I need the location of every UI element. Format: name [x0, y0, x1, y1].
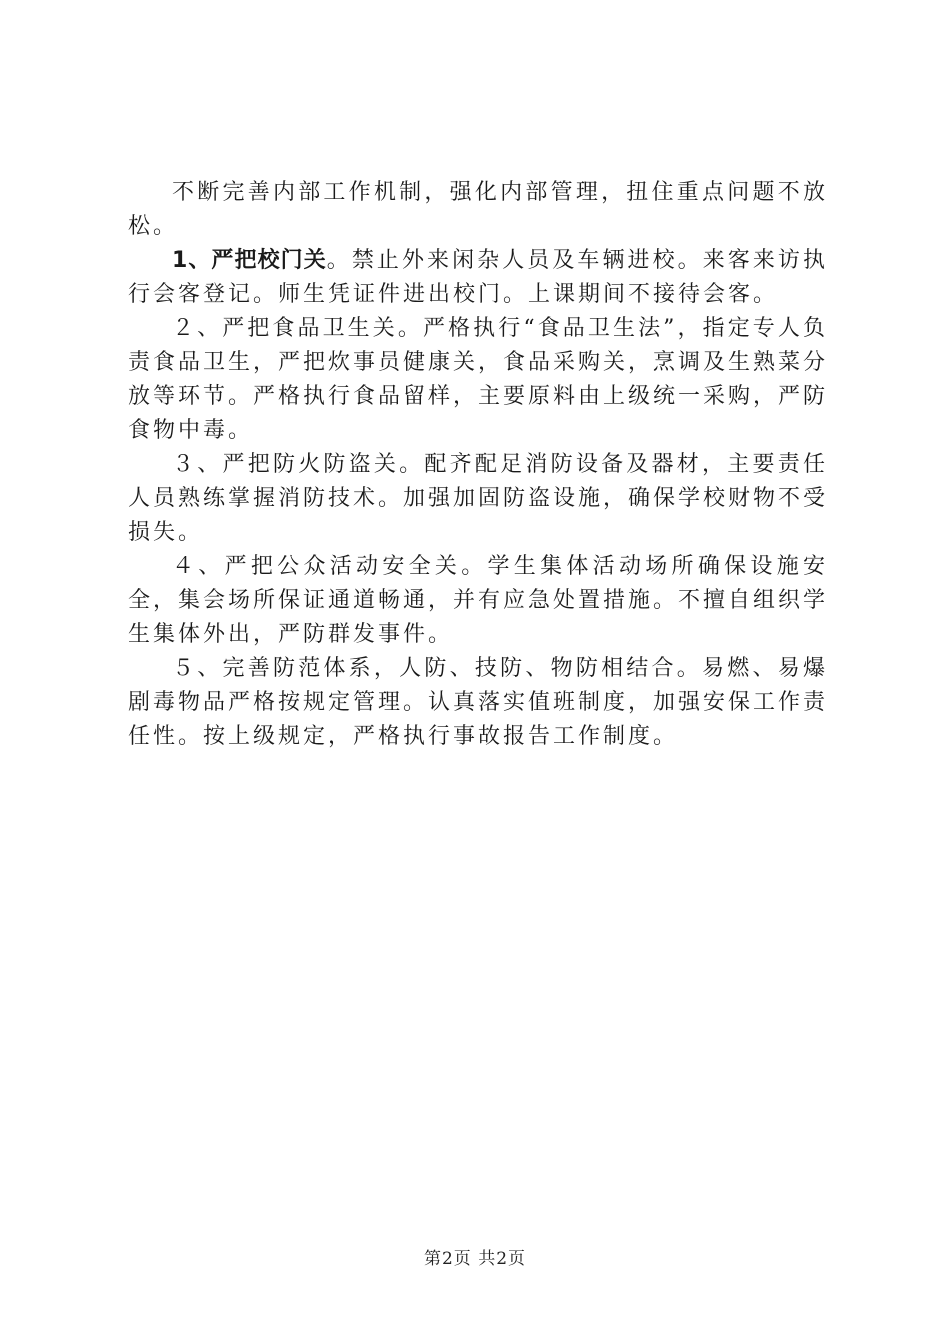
paragraph-public-activity	[128, 550, 828, 652]
paragraph-school-gate	[128, 244, 828, 312]
paragraph-prevention-system	[128, 652, 828, 754]
paragraph-intro	[128, 176, 828, 244]
paragraph-text: ３、严把防火防盗关。配齐配足消防设备及器材，主要责任人员熟练掌握消防技术。加强加固防盗设施，确保学校财物不受损失。	[128, 452, 829, 545]
paragraph-text: ４、严把公众活动安全关。学生集体活动场所确保设施安全，集会场所保证通道畅通，并有应急处置措施。不擅自组织学生集体外出，严防群发事件。	[128, 554, 829, 647]
document-body	[128, 176, 828, 754]
paragraph-text: 不断完善内部工作机制，强化内部管理，扭住重点问题不放松。	[128, 180, 828, 239]
paragraph-food-hygiene	[128, 312, 828, 448]
paragraph-text: 。禁止外来闲杂人员及车辆进校。来客来访执行会客登记。师生凭证件进出校门。上课期间不接待会客。	[128, 248, 828, 307]
paragraph-fire-theft	[128, 448, 828, 550]
page-number-footer: 第2页 共2页	[423, 1249, 527, 1269]
paragraph-text: ２、严把食品卫生关。严格执行“食品卫生法”，指定专人负责食品卫生，严把炊事员健康关，食品采购关，烹调及生熟菜分放等环节。严格执行食品留样，主要原料由上级统一采购，严防食物中毒。	[128, 316, 829, 443]
paragraph-lead: 1、严把校门关	[172, 248, 327, 273]
paragraph-text: ５、完善防范体系，人防、技防、物防相结合。易燃、易爆剧毒物品严格按规定管理。认真落实值班制度，加强安保工作责任性。按上级规定，严格执行事故报告工作制度。	[128, 656, 829, 749]
